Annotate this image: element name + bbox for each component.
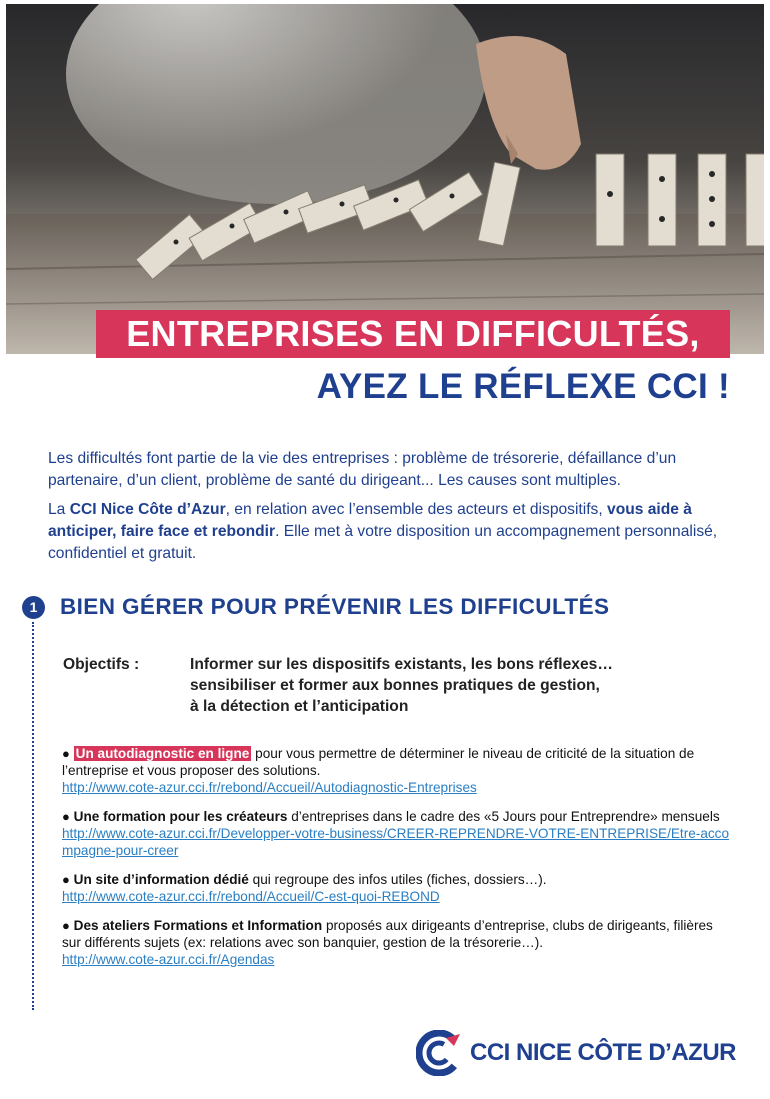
item-link[interactable]: http://www.cote-azur.cci.fr/rebond/Accueil/Autodiagnostic-Entreprises (62, 780, 477, 795)
main-title-line1: ENTREPRISES EN DIFFICULTÉS, (96, 310, 730, 358)
objectives-text (190, 654, 690, 717)
section-timeline-line (32, 622, 34, 1010)
main-title-line2: AYEZ LE RÉFLEXE CCI ! (316, 367, 730, 406)
item-link[interactable]: http://www.cote-azur.cci.fr/rebond/Accueil/C-est-quoi-REBOND (62, 889, 440, 904)
list-item (62, 808, 732, 859)
objectives-label: Objectifs : (63, 656, 140, 673)
item-text: proposés aux dirigeants d’entreprise, clubs de dirigeants, filières sur différents sujets (ex: relations avec son banquier, gestion de la trésorerie…). (62, 918, 713, 950)
bullet-icon: ● (62, 872, 70, 887)
list-item (62, 871, 732, 905)
objectives-line: sensibiliser et former aux bonnes pratiques de gestion, (190, 677, 600, 694)
item-text: qui regroupe des infos utiles (fiches, dossiers…). (248, 872, 547, 887)
cci-logo-text: CCI NICE CÔTE D’AZUR (470, 1039, 736, 1066)
item-link[interactable]: http://www.cote-azur.cci.fr/Agendas (62, 952, 275, 967)
bullet-icon: ● (62, 918, 70, 933)
bullet-icon: ● (62, 809, 70, 824)
domino-photo (6, 4, 764, 354)
intro-text (48, 448, 738, 565)
item-text: pour vous permettre de déterminer le niveau de criticité de la situation de l’entreprise et vous proposer des solutions. (62, 746, 695, 778)
list-item (62, 745, 732, 796)
item-lead: Des ateliers Formations et Information (73, 918, 323, 933)
service-list (62, 745, 732, 980)
cci-logo-icon (416, 1030, 462, 1076)
item-lead: Une formation pour les créateurs (73, 809, 288, 824)
hero-image (6, 4, 764, 354)
item-link[interactable]: http://www.cote-azur.cci.fr/Developper-votre-business/CREER-REPRENDRE-VOTRE-ENTREPRISE/Etre-accompagne-pour-creer (62, 826, 730, 858)
list-item (62, 917, 732, 968)
section-title: BIEN GÉRER POUR PRÉVENIR LES DIFFICULTÉS (60, 594, 610, 619)
item-lead: Un autodiagnostic en ligne (75, 746, 250, 761)
bullet-icon: ● (62, 746, 70, 761)
intro-paragraph-1: Les difficultés font partie de la vie des entreprises : problème de trésorerie, défaillance d’un partenaire, d’un client, problème de santé du dirigeant... Les causes sont multiples. (48, 450, 677, 489)
item-text: d’entreprises dans le cadre des «5 Jours pour Entreprendre» mensuels (287, 809, 720, 824)
item-lead: Un site d’information dédié (73, 872, 249, 887)
objectives-line: à la détection et l’anticipation (190, 698, 409, 715)
cci-logo (416, 1030, 736, 1076)
objectives-line: Informer sur les dispositifs existants, les bons réflexes… (190, 656, 613, 673)
section-number-badge: 1 (22, 596, 45, 619)
intro-paragraph-2: La CCI Nice Côte d’Azur, en relation avec l’ensemble des acteurs et dispositifs, vous aide à anticiper, faire face et rebondir. Elle met à votre disposition un accompagnement personnalisé, confidentiel et gratuit. (48, 501, 718, 562)
